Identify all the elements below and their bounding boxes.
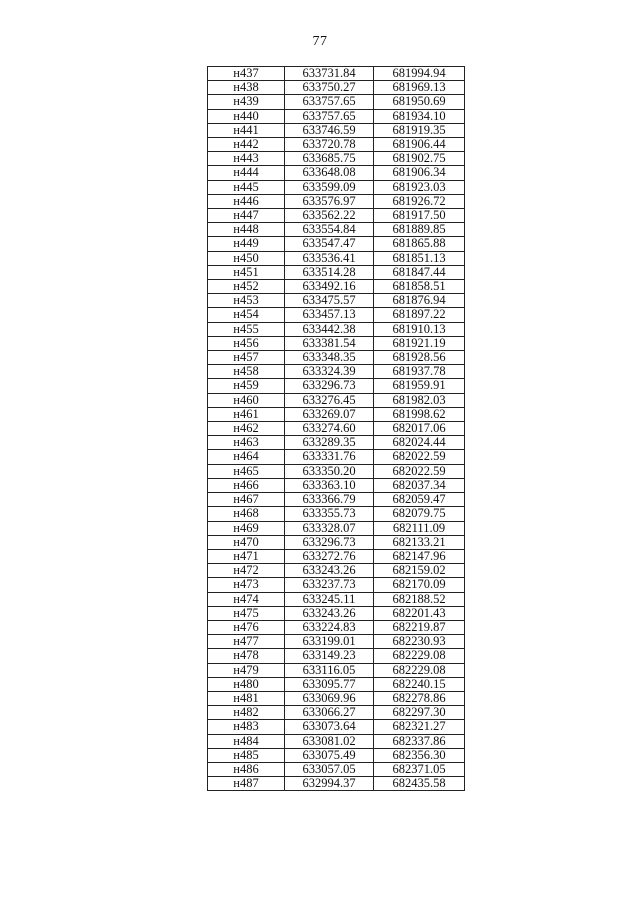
table-row: [208, 777, 465, 791]
x-coordinate-cell: 633224.83: [285, 620, 374, 634]
point-number-cell: н457: [208, 351, 285, 365]
table-row: [208, 393, 465, 407]
table-row: [208, 280, 465, 294]
y-coordinate-cell: 681928.56: [374, 351, 465, 365]
point-number-cell: н475: [208, 606, 285, 620]
y-coordinate-cell: 682321.27: [374, 720, 465, 734]
x-coordinate-cell: 633750.27: [285, 81, 374, 95]
point-number-cell: н453: [208, 294, 285, 308]
table-row: [208, 109, 465, 123]
x-coordinate-cell: 633731.84: [285, 67, 374, 81]
table-row: [208, 166, 465, 180]
table-row: [208, 478, 465, 492]
y-coordinate-cell: 682230.93: [374, 635, 465, 649]
y-coordinate-cell: 682133.21: [374, 535, 465, 549]
table-row: [208, 677, 465, 691]
point-number-cell: н459: [208, 379, 285, 393]
x-coordinate-cell: 633075.49: [285, 748, 374, 762]
table-row: [208, 81, 465, 95]
y-coordinate-cell: 682159.02: [374, 564, 465, 578]
table-row: [208, 308, 465, 322]
y-coordinate-cell: 682371.05: [374, 762, 465, 776]
y-coordinate-cell: 681982.03: [374, 393, 465, 407]
table-row: [208, 620, 465, 634]
x-coordinate-cell: 633276.45: [285, 393, 374, 407]
y-coordinate-cell: 682337.86: [374, 734, 465, 748]
point-number-cell: н486: [208, 762, 285, 776]
point-number-cell: н478: [208, 649, 285, 663]
coordinates-table-body: [208, 67, 465, 791]
x-coordinate-cell: 633237.73: [285, 578, 374, 592]
table-row: [208, 336, 465, 350]
x-coordinate-cell: 633081.02: [285, 734, 374, 748]
point-number-cell: н477: [208, 635, 285, 649]
x-coordinate-cell: 633149.23: [285, 649, 374, 663]
x-coordinate-cell: 633069.96: [285, 691, 374, 705]
x-coordinate-cell: 633685.75: [285, 152, 374, 166]
x-coordinate-cell: 633057.05: [285, 762, 374, 776]
point-number-cell: н484: [208, 734, 285, 748]
coordinates-table: [207, 66, 465, 791]
table-row: [208, 450, 465, 464]
point-number-cell: н470: [208, 535, 285, 549]
y-coordinate-cell: 681950.69: [374, 95, 465, 109]
x-coordinate-cell: 633243.26: [285, 606, 374, 620]
y-coordinate-cell: 681917.50: [374, 209, 465, 223]
x-coordinate-cell: 633328.07: [285, 521, 374, 535]
point-number-cell: н483: [208, 720, 285, 734]
y-coordinate-cell: 681969.13: [374, 81, 465, 95]
x-coordinate-cell: 633720.78: [285, 138, 374, 152]
table-row: [208, 734, 465, 748]
y-coordinate-cell: 681934.10: [374, 109, 465, 123]
table-row: [208, 265, 465, 279]
point-number-cell: н467: [208, 493, 285, 507]
point-number-cell: н473: [208, 578, 285, 592]
table-row: [208, 691, 465, 705]
point-number-cell: н445: [208, 180, 285, 194]
point-number-cell: н451: [208, 265, 285, 279]
y-coordinate-cell: 681902.75: [374, 152, 465, 166]
y-coordinate-cell: 681897.22: [374, 308, 465, 322]
x-coordinate-cell: 633576.97: [285, 194, 374, 208]
y-coordinate-cell: 682229.08: [374, 649, 465, 663]
table-row: [208, 762, 465, 776]
table-row: [208, 379, 465, 393]
point-number-cell: н469: [208, 521, 285, 535]
y-coordinate-cell: 682147.96: [374, 549, 465, 563]
y-coordinate-cell: 681923.03: [374, 180, 465, 194]
y-coordinate-cell: 681847.44: [374, 265, 465, 279]
y-coordinate-cell: 681910.13: [374, 322, 465, 336]
x-coordinate-cell: 633746.59: [285, 123, 374, 137]
table-row: [208, 549, 465, 563]
point-number-cell: н440: [208, 109, 285, 123]
x-coordinate-cell: 633199.01: [285, 635, 374, 649]
y-coordinate-cell: 681865.88: [374, 237, 465, 251]
point-number-cell: н482: [208, 706, 285, 720]
table-row: [208, 507, 465, 521]
point-number-cell: н460: [208, 393, 285, 407]
table-row: [208, 322, 465, 336]
y-coordinate-cell: 682037.34: [374, 478, 465, 492]
table-row: [208, 407, 465, 421]
y-coordinate-cell: 681906.34: [374, 166, 465, 180]
x-coordinate-cell: 633289.35: [285, 436, 374, 450]
x-coordinate-cell: 633296.73: [285, 379, 374, 393]
point-number-cell: н465: [208, 464, 285, 478]
y-coordinate-cell: 681906.44: [374, 138, 465, 152]
y-coordinate-cell: 682022.59: [374, 450, 465, 464]
table-row: [208, 422, 465, 436]
point-number-cell: н454: [208, 308, 285, 322]
point-number-cell: н463: [208, 436, 285, 450]
y-coordinate-cell: 682188.52: [374, 592, 465, 606]
y-coordinate-cell: 682297.30: [374, 706, 465, 720]
y-coordinate-cell: 681876.94: [374, 294, 465, 308]
table-row: [208, 436, 465, 450]
table-row: [208, 152, 465, 166]
x-coordinate-cell: 633073.64: [285, 720, 374, 734]
x-coordinate-cell: 633274.60: [285, 422, 374, 436]
y-coordinate-cell: 681889.85: [374, 223, 465, 237]
x-coordinate-cell: 633536.41: [285, 251, 374, 265]
x-coordinate-cell: 633296.73: [285, 535, 374, 549]
point-number-cell: н448: [208, 223, 285, 237]
point-number-cell: н443: [208, 152, 285, 166]
table-row: [208, 95, 465, 109]
x-coordinate-cell: 633243.26: [285, 564, 374, 578]
table-row: [208, 464, 465, 478]
table-row: [208, 251, 465, 265]
table-row: [208, 138, 465, 152]
y-coordinate-cell: 682278.86: [374, 691, 465, 705]
point-number-cell: н438: [208, 81, 285, 95]
y-coordinate-cell: 681858.51: [374, 280, 465, 294]
y-coordinate-cell: 682435.58: [374, 777, 465, 791]
point-number-cell: н487: [208, 777, 285, 791]
x-coordinate-cell: 633599.09: [285, 180, 374, 194]
table-row: [208, 493, 465, 507]
table-row: [208, 564, 465, 578]
y-coordinate-cell: 681937.78: [374, 365, 465, 379]
point-number-cell: н441: [208, 123, 285, 137]
table-row: [208, 351, 465, 365]
table-row: [208, 649, 465, 663]
point-number-cell: н455: [208, 322, 285, 336]
point-number-cell: н468: [208, 507, 285, 521]
y-coordinate-cell: 682229.08: [374, 663, 465, 677]
point-number-cell: н474: [208, 592, 285, 606]
x-coordinate-cell: 633066.27: [285, 706, 374, 720]
table-row: [208, 223, 465, 237]
table-row: [208, 123, 465, 137]
table-row: [208, 521, 465, 535]
point-number-cell: н476: [208, 620, 285, 634]
point-number-cell: н479: [208, 663, 285, 677]
table-row: [208, 592, 465, 606]
table-row: [208, 606, 465, 620]
point-number-cell: н446: [208, 194, 285, 208]
x-coordinate-cell: 633331.76: [285, 450, 374, 464]
point-number-cell: н452: [208, 280, 285, 294]
point-number-cell: н480: [208, 677, 285, 691]
x-coordinate-cell: 633554.84: [285, 223, 374, 237]
point-number-cell: н442: [208, 138, 285, 152]
point-number-cell: н437: [208, 67, 285, 81]
y-coordinate-cell: 682024.44: [374, 436, 465, 450]
x-coordinate-cell: 633355.73: [285, 507, 374, 521]
table-row: [208, 237, 465, 251]
x-coordinate-cell: 633547.47: [285, 237, 374, 251]
y-coordinate-cell: 681851.13: [374, 251, 465, 265]
page-number: 77: [312, 34, 328, 49]
point-number-cell: н456: [208, 336, 285, 350]
y-coordinate-cell: 681921.19: [374, 336, 465, 350]
table-row: [208, 67, 465, 81]
point-number-cell: н472: [208, 564, 285, 578]
x-coordinate-cell: 633272.76: [285, 549, 374, 563]
table-row: [208, 720, 465, 734]
y-coordinate-cell: 681994.94: [374, 67, 465, 81]
y-coordinate-cell: 682219.87: [374, 620, 465, 634]
y-coordinate-cell: 682017.06: [374, 422, 465, 436]
y-coordinate-cell: 682079.75: [374, 507, 465, 521]
x-coordinate-cell: 633757.65: [285, 109, 374, 123]
point-number-cell: н464: [208, 450, 285, 464]
y-coordinate-cell: 682240.15: [374, 677, 465, 691]
x-coordinate-cell: 633562.22: [285, 209, 374, 223]
table-row: [208, 365, 465, 379]
x-coordinate-cell: 633363.10: [285, 478, 374, 492]
y-coordinate-cell: 682059.47: [374, 493, 465, 507]
table-row: [208, 294, 465, 308]
point-number-cell: н444: [208, 166, 285, 180]
x-coordinate-cell: 633381.54: [285, 336, 374, 350]
y-coordinate-cell: 681926.72: [374, 194, 465, 208]
point-number-cell: н449: [208, 237, 285, 251]
table-row: [208, 209, 465, 223]
x-coordinate-cell: 633442.38: [285, 322, 374, 336]
y-coordinate-cell: 681998.62: [374, 407, 465, 421]
point-number-cell: н447: [208, 209, 285, 223]
point-number-cell: н485: [208, 748, 285, 762]
y-coordinate-cell: 681919.35: [374, 123, 465, 137]
table-row: [208, 635, 465, 649]
y-coordinate-cell: 682356.30: [374, 748, 465, 762]
y-coordinate-cell: 682170.09: [374, 578, 465, 592]
point-number-cell: н461: [208, 407, 285, 421]
x-coordinate-cell: 633350.20: [285, 464, 374, 478]
x-coordinate-cell: 633757.65: [285, 95, 374, 109]
x-coordinate-cell: 633269.07: [285, 407, 374, 421]
table-row: [208, 663, 465, 677]
x-coordinate-cell: 633366.79: [285, 493, 374, 507]
x-coordinate-cell: 632994.37: [285, 777, 374, 791]
point-number-cell: н471: [208, 549, 285, 563]
x-coordinate-cell: 633324.39: [285, 365, 374, 379]
table-row: [208, 194, 465, 208]
x-coordinate-cell: 633648.08: [285, 166, 374, 180]
table-row: [208, 748, 465, 762]
table-row: [208, 535, 465, 549]
x-coordinate-cell: 633095.77: [285, 677, 374, 691]
table-row: [208, 180, 465, 194]
x-coordinate-cell: 633475.57: [285, 294, 374, 308]
point-number-cell: н450: [208, 251, 285, 265]
table-row: [208, 706, 465, 720]
y-coordinate-cell: 682111.09: [374, 521, 465, 535]
y-coordinate-cell: 682201.43: [374, 606, 465, 620]
x-coordinate-cell: 633348.35: [285, 351, 374, 365]
x-coordinate-cell: 633245.11: [285, 592, 374, 606]
table-row: [208, 578, 465, 592]
point-number-cell: н481: [208, 691, 285, 705]
y-coordinate-cell: 681959.91: [374, 379, 465, 393]
point-number-cell: н462: [208, 422, 285, 436]
point-number-cell: н439: [208, 95, 285, 109]
point-number-cell: н458: [208, 365, 285, 379]
x-coordinate-cell: 633116.05: [285, 663, 374, 677]
x-coordinate-cell: 633457.13: [285, 308, 374, 322]
point-number-cell: н466: [208, 478, 285, 492]
x-coordinate-cell: 633492.16: [285, 280, 374, 294]
y-coordinate-cell: 682022.59: [374, 464, 465, 478]
x-coordinate-cell: 633514.28: [285, 265, 374, 279]
